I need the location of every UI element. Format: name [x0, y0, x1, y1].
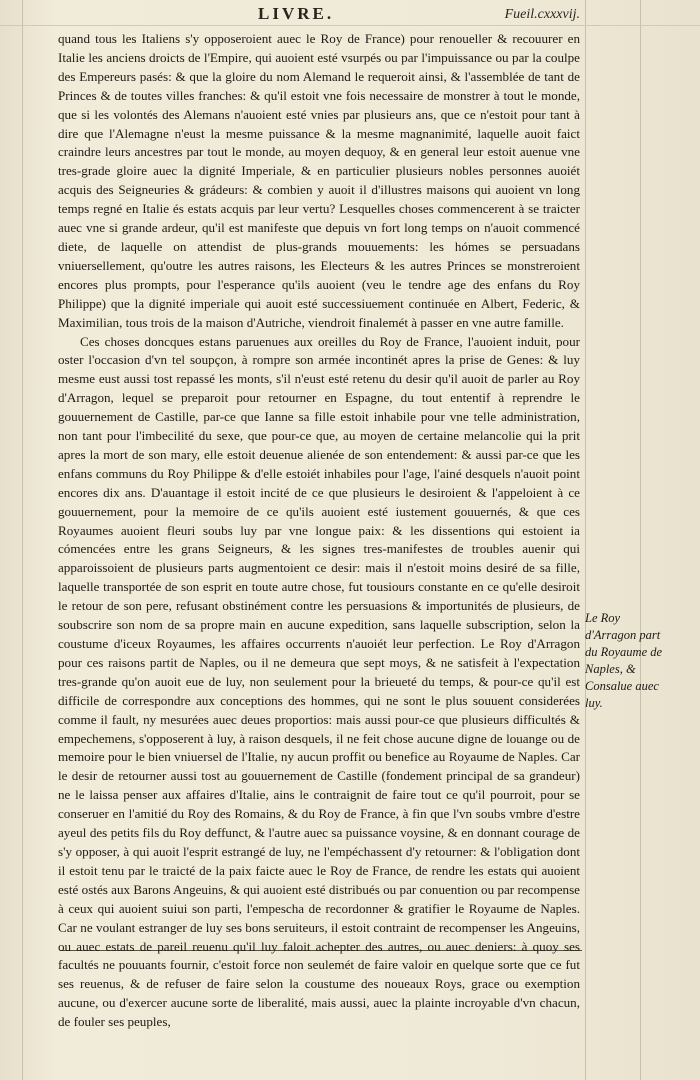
- grid-rule: [585, 0, 586, 1080]
- grid-rule: [22, 0, 23, 1080]
- paragraph: quand tous les Italiens s'y opposeroient auec le Roy de France) pour renoueller & recouurer en Italie les anciens droicts de l'Empire, qui auoient esté vsurpés ou par l'impuissance ou par la coulpe des Empereurs pasés: & que la gloire du nom Alemand le requeroit ainsi, & l'assemblée de tant de Princes & de toutes villes franches: & qu'il estoit vne fois necessaire de monstrer à tout le monde, que si les volontés des Alemans n'auoient esté vnies par plusieurs ans, que ce n'estoit pour tant à dire que l'Alemagne n'eust la mesme puissance & la mesme magnanimité, laquelle auoit faict craindre leurs ancestres par tout le monde, au moyen dequoy, & en general leur estoit auenue vne tres-grade gloire auec la dignité Imperiale, & en particulier plusieurs nobles personnes auoiét acquis des Seigneuries & grádeurs: & combien y auoit il d'illustres maisons qui auoient vn long temps regné en Italie és estats acquis par leur vertu? Lesquelles choses commencerent à se traicter auec vne si grande ardeur, qu'il est manifeste que depuis vn fort long temps on n'auoit commencé diete, de laquelle on attendist de plus-grands mouuements: les hómes se persuadans vniuersellement, qu'outre les autres raisons, les Electeurs & les autres Princes se monstreroient encores plus prompts, pour l'esperance qu'ils auoient (veu le tendre age des enfans du Roy Philippe) que la dignité imperiale qui auoit esté successiuement continuée en Albert, Federic, & Maximilian, tous trois de la maison d'Autriche, viendroit finalemét à passer en vne autre famille.: [58, 31, 580, 330]
- grid-rule: [640, 0, 641, 1080]
- folio-number: Fueil.cxxxvij.: [504, 7, 580, 22]
- body-text: [58, 30, 580, 1030]
- paragraph: Ces choses doncques estans paruenues aux oreilles du Roy de France, l'auoient induit, pour oster l'occasion d'vn tel soupçon, à rompre son armée incontinét apres la prise de Genes: & luy mesme eust aussi tost repassé les monts, s'il n'eust esté retenu du desir qu'il auoit de parler au Roy d'Arragon, lequel se preparoit pour retourner en Espagne, du tout ententif à reprendre le gouuernement de Castille, par-ce que Ianne sa fille estoit inhabile pour vne telle administration, non tant pour l'imbecilité du sexe, que pour-ce que, au moyen de certaine melancolie qui la prit apres la mort de son mary, elle estoit deuenue alienée de son entendement: & aussi par-ce que les enfans communs du Roy Philippe & d'elle estoiét inhabiles pour l'age, l'ainé desquels n'auoit point encores dix ans. D'auantage il estoit incité de ce que plusieurs le desiroient & l'appeloient à ce gouuernement, pour la memoire de ce qu'ils auoient esté iustement gouuernés, & que ces Royaumes auoient fleuri soubs luy par vne longue paix: & les dissentions qui estoient ia cómencées entre les grans Seigneurs, & les signes tres-manifestes de troubles auenir qui apparoissoient de plusieurs parts augmentoient ce desir: mais il n'estoit moins desiré de sa fille, laquelle transportée de son esprit en toute autre chose, fut tousiours constante en ce qu'elle desiroit le retour de son pere, refusant obstinément contre les persuasions & importunités de plusieurs, de soubscrire son nom de sa propre main en aucune expedition, sans laquelle subscription, selon la coustume d'iceux Royaumes, les affaires occurrents n'auoiét leur perfection. Le Roy d'Arragon pour ces raisons partit de Naples, ou il ne demeura que sept moys, & ne satisfeit à l'expectation tres-grande qu'on auoit eue de luy, non seulement pour la brieueté du temps, & pour-ce qu'il est difficile de correspondre aux conceptions des hommes, qui ne sont le plus souuent considerées comme il fault, ny mesurées auec deues proportios: mais aussi pour-ce que plusieurs difficultés & empechemens, s'opposerent à luy, à raison desquels, il ne feit chose aucune digne de louange ou de memoire pour le bien vniuersel de l'Italie, ny aucun proffit ou benefice au Royaume de Naples. Car le desir de retourner aussi tost au gouuernement de Castille (fondement principal de sa grandeur) ne le laissa penser aux affaires d'Italie, ains le contraignit de faire tout ce qu'il pourroit, pour se conseruer en l'amitié du Roy des Romains, & du Roy de France, à fin que l'vn soubs vmbre d'estre ayeul des petits fils du Roy deffunct, & l'autre auec sa puissance voysine, & en donnant courage de s'y opposer, à qui auoit l'esprit estrangé de luy, ne l'empéchassent d'y retourner: & l'obligation dont il estoit tenu par le traicté de la paix faicte auec le Roy de France, de rendre les estats qui auoient esté ostés aux Barons Angeuins, & qui auoient esté distribués ou par conuention ou par recompense à ceux qui auoient suiui son parti, l'empescha de recordonner & gratifier le Royaume de Naples. Car ne voulant estranger de luy ses bons seruiteurs, il estoit contraint de recompenser les Angeuins, ou auec estats de pareil reuenu qu'il luy faloit achepter des autres, ou auec deniers: à quoy ses facultés ne pouuants fournir, c'estoit force non seulemét de faire valoir en quelque sorte que ce fut ses reuenus, & de refuser de faire selon la coustume des noueaux Roys, grace ou exemption aucune, ou d'exercer aucune sorte de liberalité, mais aussi, auec la plainte incroyable d'vn chacun, de fouler ses peuples,: [58, 333, 580, 1030]
- running-head: LIVRE.: [258, 4, 335, 23]
- marginal-note: Le Roy d'Arragon part du Royaume de Naples, & Consalue auec luy.: [585, 611, 663, 710]
- page-header: [58, 4, 578, 30]
